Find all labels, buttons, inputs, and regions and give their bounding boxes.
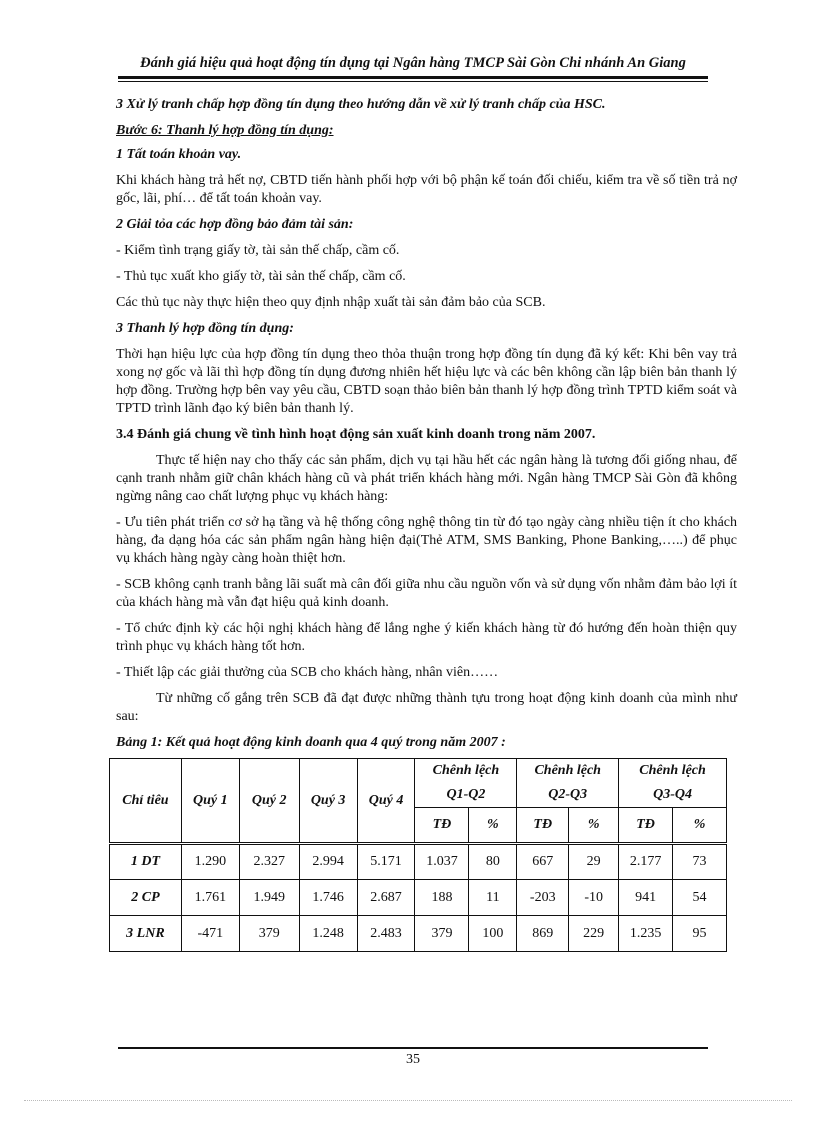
settlement-text: Khi khách hàng trả hết nợ, CBTD tiến hành phối hợp với bộ phận kế toán đối chiếu, kiểm tra về số tiền trả nợ gốc, lãi, phí… để tất toán khoản vay. [116, 173, 737, 206]
header-diff-q2q3-range: Q2-Q3 [548, 787, 588, 802]
liquidation-text: Thời hạn hiệu lực của hợp đồng tín dụng theo thỏa thuận trong hợp đồng tín dụng đã ký kết: Khi bên vay trả xong nợ gốc và lãi thì hợp đồng tín dụng đương nhiên hết hiệu lực và các bên không cần lập biên bản thanh lý hợp đồng. Trường hợp bên vay yêu cầu, CBTD soạn thảo biên bản thanh lý hợp đồng trình TPTD kiểm soát và TPTD trình lãnh đạo ký biên bản thanh lý. [116, 347, 737, 416]
table-cell: -203 [517, 880, 569, 916]
page-number: 35 [406, 1052, 420, 1067]
bullet-4: - Thiết lập các giải thưởng của SCB cho khách hàng, nhân viên…… [116, 665, 499, 680]
header-q1: Quý 1 [181, 759, 239, 844]
table-cell: 1.235 [619, 916, 673, 952]
table-cell: 869 [517, 916, 569, 952]
table-cell: 229 [569, 916, 619, 952]
row-label: 3 LNR [110, 916, 182, 952]
table-cell: 941 [619, 880, 673, 916]
table-cell: 188 [415, 880, 469, 916]
header-rule-thin [118, 81, 708, 82]
header-pct-3: % [673, 808, 727, 844]
table-cell: 1.037 [415, 844, 469, 880]
table-cell: 95 [673, 916, 727, 952]
closing-text: Từ những cố gắng trên SCB đã đạt được những thành tựu trong hoạt động kinh doanh của mình như sau: [116, 691, 737, 724]
section-intro: Thực tế hiện nay cho thấy các sản phẩm, dịch vụ tại hầu hết các ngân hàng là tương đối giống nhau, để cạnh tranh nhằm giữ chân khách hàng cũ và phát triển khách hàng mới. Ngân hàng TMCP Sài Gòn đã không ngừng nâng cao chất lượng phục vụ khách hàng: [116, 453, 737, 504]
table-row [110, 880, 727, 916]
header-diff-q1q2-label: Chênh lệch [432, 763, 500, 778]
row-label: 2 CP [110, 880, 182, 916]
table-row [110, 844, 727, 880]
step6-heading: Bước 6: Thanh lý hợp đồng tín dụng: [116, 123, 334, 138]
header-diff-q2q3-label: Chênh lệch [534, 763, 601, 778]
header-rule [118, 76, 708, 79]
table-cell: 379 [239, 916, 299, 952]
release-heading: 2 Giải tỏa các hợp đồng bảo đảm tài sản: [116, 217, 354, 232]
release-line-3: Các thủ tục này thực hiện theo quy định nhập xuất tài sản đảm bảo của SCB. [116, 295, 546, 310]
table-cell: 11 [469, 880, 517, 916]
header-td-2: TĐ [517, 808, 569, 844]
row-label: 1 DT [110, 844, 182, 880]
header-q3: Quý 3 [299, 759, 357, 844]
bullet-2: - SCB không cạnh tranh bằng lãi suất mà cân đối giữa nhu cầu nguồn vốn và sử dụng vốn nhằm đảm bảo lợi ít của khách hàng mà vẫn đạt hiệu quả kinh doanh. [116, 577, 737, 610]
header-diff-q1q2 [415, 759, 517, 808]
table-cell: 2.327 [239, 844, 299, 880]
liquidation-heading: 3 Thanh lý hợp đồng tín dụng: [116, 321, 294, 336]
table-cell: 80 [469, 844, 517, 880]
header-diff-q2q3 [517, 759, 619, 808]
dispute-heading: 3 Xử lý tranh chấp hợp đồng tín dụng theo hướng dẫn về xử lý tranh chấp của HSC. [116, 97, 606, 112]
bullet-3: - Tổ chức định kỳ các hội nghị khách hàng để lắng nghe ý kiến khách hàng từ đó hướng đến hoàn thiện quy trình phục vụ khách hàng tốt hơn. [116, 621, 737, 654]
release-line-1: - Kiểm tình trạng giấy tờ, tài sản thế chấp, cầm cố. [116, 243, 400, 258]
running-header: Đánh giá hiệu quả hoạt động tín dụng tại Ngân hàng TMCP Sài Gòn Chi nhánh An Giang [140, 55, 686, 71]
header-q4: Quý 4 [357, 759, 415, 844]
header-q2: Quý 2 [239, 759, 299, 844]
settlement-heading: 1 Tất toán khoản vay. [116, 147, 242, 162]
table-cell: 2.483 [357, 916, 415, 952]
table-cell: 2.177 [619, 844, 673, 880]
table-cell: 2.994 [299, 844, 357, 880]
table-cell: -10 [569, 880, 619, 916]
table-caption: Bảng 1: Kết quả hoạt động kinh doanh qua 4 quý trong năm 2007 : [116, 735, 506, 750]
results-table [109, 758, 727, 952]
footer-rule [118, 1047, 708, 1049]
table-cell: 1.290 [181, 844, 239, 880]
header-diff-q1q2-range: Q1-Q2 [446, 787, 486, 802]
header-indicator: Chỉ tiêu [110, 759, 182, 844]
table-cell: 73 [673, 844, 727, 880]
table-cell: 5.171 [357, 844, 415, 880]
table-cell: 2.687 [357, 880, 415, 916]
table-cell: 1.949 [239, 880, 299, 916]
header-pct-1: % [469, 808, 517, 844]
table-cell: 29 [569, 844, 619, 880]
section-heading: 3.4 Đánh giá chung về tình hình hoạt động sản xuất kinh doanh trong năm 2007. [116, 427, 596, 442]
header-diff-q3q4 [619, 759, 727, 808]
table-cell: -471 [181, 916, 239, 952]
table-cell: 667 [517, 844, 569, 880]
header-pct-2: % [569, 808, 619, 844]
header-diff-q3q4-range: Q3-Q4 [653, 787, 692, 802]
release-line-2: - Thủ tục xuất kho giấy tờ, tài sản thế chấp, cầm cố. [116, 269, 406, 284]
table-cell: 100 [469, 916, 517, 952]
page-content [116, 96, 737, 952]
table-cell: 1.746 [299, 880, 357, 916]
bullet-1: - Ưu tiên phát triển cơ sở hạ tầng và hệ thống công nghệ thông tin từ đó tạo ngày càng nhiều tiện ít cho khách hàng, đa dạng hóa các sản phẩm ngân hàng hiện đại(Thẻ ATM, SMS Banking, Phone Banking,…..) để phục vụ khách hàng ngày càng hoàn thiệt hơn. [116, 515, 737, 566]
page-edge-divider [24, 1100, 792, 1101]
table-row [110, 916, 727, 952]
table-cell: 379 [415, 916, 469, 952]
header-td-3: TĐ [619, 808, 673, 844]
table-cell: 54 [673, 880, 727, 916]
table-cell: 1.761 [181, 880, 239, 916]
header-diff-q3q4-label: Chênh lệch [639, 763, 706, 778]
table-cell: 1.248 [299, 916, 357, 952]
header-td-1: TĐ [415, 808, 469, 844]
